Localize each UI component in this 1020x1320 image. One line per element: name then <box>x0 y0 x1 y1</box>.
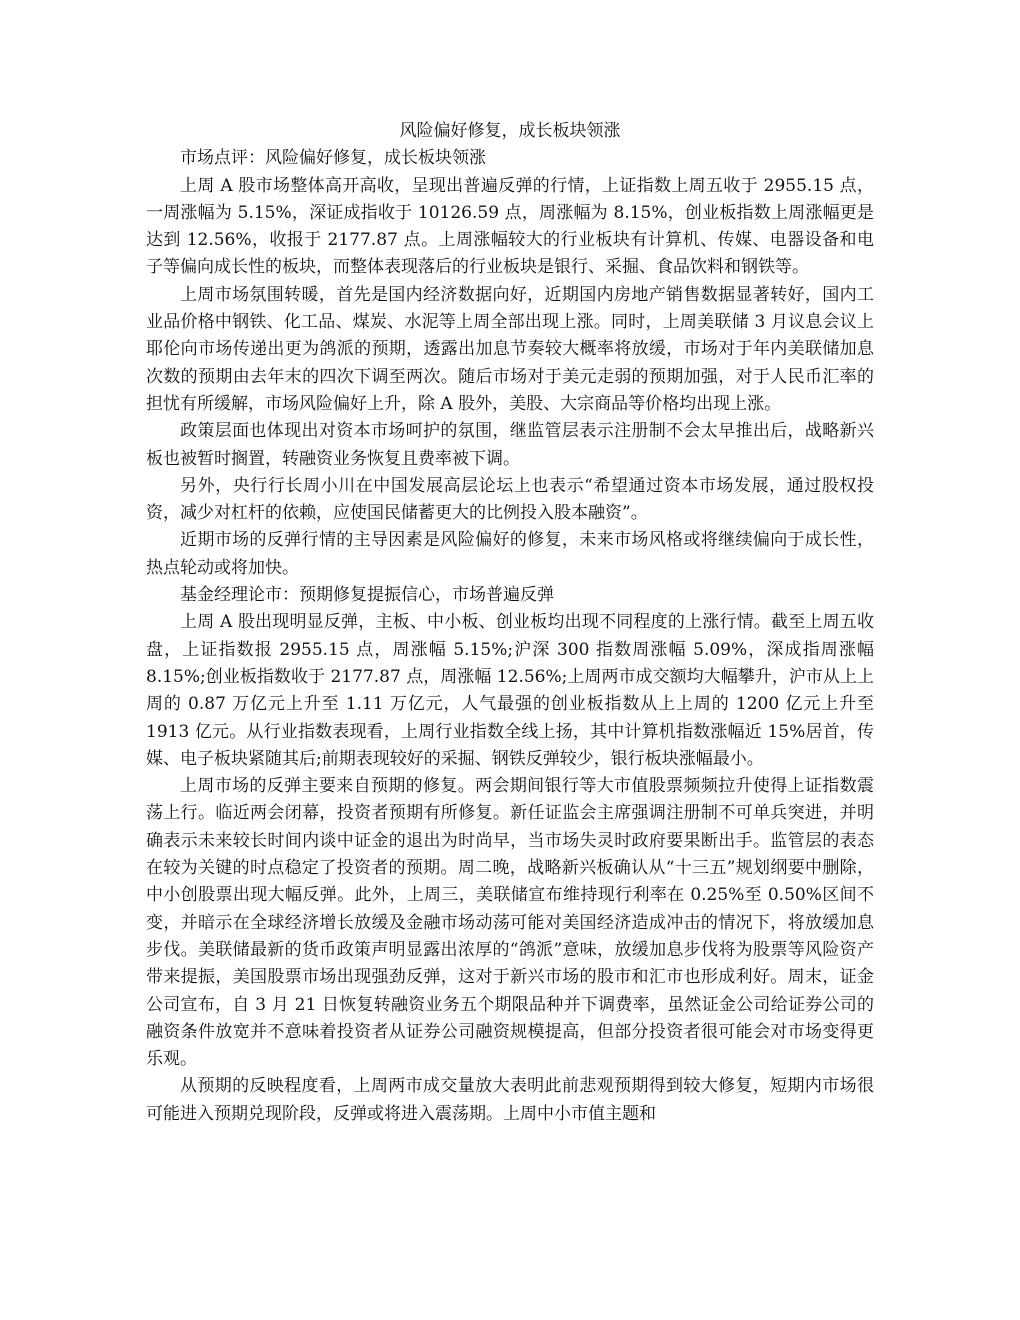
document-title: 风险偏好修复，成长板块领涨 <box>399 121 621 141</box>
section-heading-market-review: 市场点评：风险偏好修复，成长板块领涨 <box>180 148 486 169</box>
paragraph-forecast: 从预期的反映程度看，上周两市成交量放大表明此前悲观预期得到较大修复，短期内市场很可能进入预期兑现阶段，反弹或将进入震荡期。上周中小市值主题和 <box>146 1076 874 1124</box>
paragraph-outlook: 近期市场的反弹行情的主导因素是风险偏好的修复，未来市场风格或将继续偏向于成长性，热点轮动或将加快。 <box>146 530 874 578</box>
paragraph-rebound-data: 上周 A 股出现明显反弹，主板、中小板、创业板均出现不同程度的上涨行情。截至上周五收盘，上证指数报 2955.15 点，周涨幅 5.15%;沪深 300 指数周涨幅 5.09%，深成指周涨幅 8.15%;创业板指数收于 2177.87 点，周涨幅 12.56%;上周两市成交额均大幅攀升，沪市从上上周的 0.87 万亿元上升至 1.11 万亿元，人气最强的创业板指数从上上周的 1200 亿元上升至 1913 亿元。从行业指数表现看，上周行业指数全线上扬，其中计算机指数涨幅近 15%居首，传媒、电子板块紧随其后;前期表现较好的采掘、钢铁反弹较少，银行板块涨幅最小。 <box>146 612 874 769</box>
paragraph-market-sentiment: 上周市场氛围转暖，首先是国内经济数据向好，近期国内房地产销售数据显著转好，国内工业品价格中钢铁、化工品、煤炭、水泥等上周全部出现上涨。同时，上周美联储 3 月议息会议上耶伦向市场传递出更为鸽派的预期，透露出加息节奏较大概率将放缓，市场对于年内美联储加息次数的预期由去年末的四次下调至两次。随后市场对于美元走弱的预期加强，对于人民币汇率的担忧有所缓解，市场风险偏好上升，除 A 股外，美股、大宗商品等价格均出现上涨。 <box>146 284 874 414</box>
paragraph-expectation-repair: 上周市场的反弹主要来自预期的修复。两会期间银行等大市值股票频频拉升使得上证指数震荡上行。临近两会闭幕，投资者预期有所修复。新任证监会主席强调注册制不可单兵突进，并明确表示未来较长时间内谈中证金的退出为时尚早，当市场失灵时政府要果断出手。监管层的表态在较为关键的时点稳定了投资者的预期。周二晚，战略新兴板确认从“十三五”规划纲要中删除，中小创股票出现大幅反弹。此外，上周三，美联储宣布维持现行利率在 0.25%至 0.50%区间不变，并暗示在全球经济增长放缓及金融市场动荡可能对美国经济造成冲击的情况下，将放缓加息步伐。美联储最新的货币政策声明显露出浓厚的“鸽派”意味，放缓加息步伐将为股票等风险资产带来提振，美国股票市场出现强劲反弹，这对于新兴市场的股市和汇市也形成利好。周末，证金公司宣布，自 3 月 21 日恢复转融资业务五个期限品种并下调费率，虽然证金公司给证券公司的融资条件放宽并不意味着投资者从证券公司融资规模提高，但部分投资者很可能会对市场变得更乐观。 <box>146 776 874 1070</box>
paragraph-weekly-summary: 上周 A 股市场整体高开高收，呈现出普遍反弹的行情，上证指数上周五收于 2955.15 点，一周涨幅为 5.15%，深证成指收于 10126.59 点，周涨幅为 8.15%，创业板指数上周涨幅更是达到 12.56%，收报于 2177.87 点。上周涨幅较大的行业板块有计算机、传媒、电器设备和电子等偏向成长性的板块，而整体表现落后的行业板块是银行、采掘、食品饮料和钢铁等。 <box>146 175 874 278</box>
paragraph-policy: 政策层面也体现出对资本市场呵护的氛围，继监管层表示注册制不会太早推出后，战略新兴板也被暂时搁置，转融资业务恢复且费率被下调。 <box>146 421 874 469</box>
document-body <box>146 118 874 1128</box>
section-heading-fund-manager: 基金经理论市：预期修复提振信心，市场普遍反弹 <box>180 585 554 606</box>
paragraph-central-bank: 另外，央行行长周小川在中国发展高层论坛上也表示“希望通过资本市场发展，通过股权投资，减少对杠杆的依赖，应使国民储蓄更大的比例投入股本融资”。 <box>146 475 874 524</box>
